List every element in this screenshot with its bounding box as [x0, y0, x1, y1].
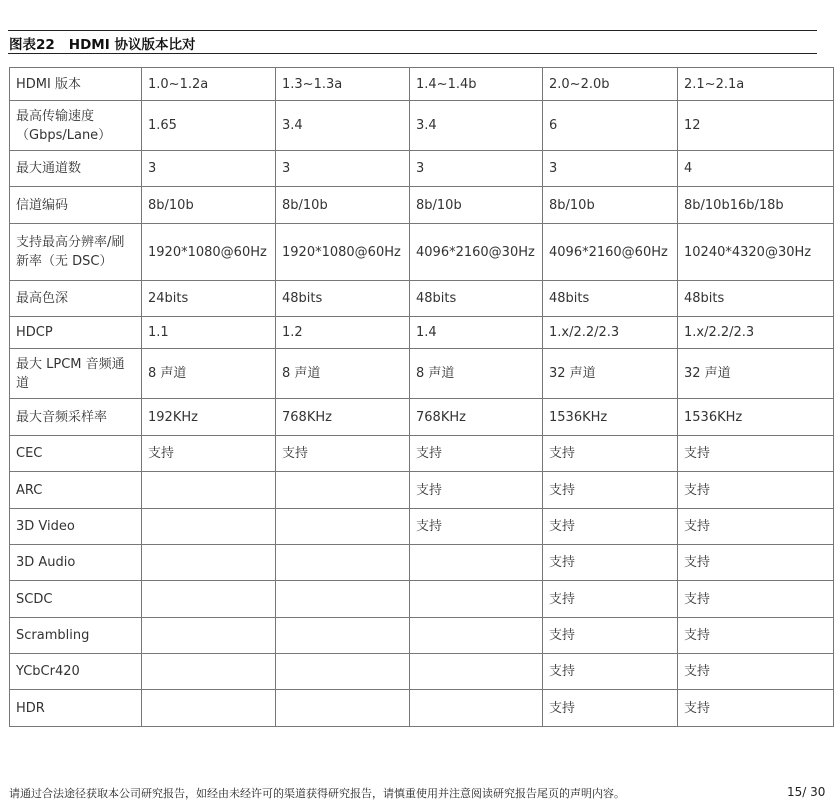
- table-cell: 支持: [142, 436, 276, 472]
- table-cell: 1.x/2.2/2.3: [543, 317, 678, 349]
- table-cell: [276, 581, 410, 618]
- table-cell: [410, 581, 543, 618]
- table-cell: [410, 690, 543, 727]
- table-cell: 192KHz: [142, 399, 276, 436]
- table-cell: 支持: [410, 436, 543, 472]
- table-row: [10, 151, 834, 187]
- table-row: [10, 317, 834, 349]
- row-label-cell: HDCP: [10, 317, 142, 349]
- footer-disclaimer: 请通过合法途径获取本公司研究报告，如经由未经许可的渠道获得研究报告，请慎重使用并注意阅读研究报告尾页的声明内容。: [9, 787, 625, 800]
- table-row: [10, 618, 834, 654]
- row-label-cell: 3D Audio: [10, 545, 142, 581]
- table-cell: 3.4: [276, 101, 410, 151]
- table-cell: 1.4~1.4b: [410, 68, 543, 101]
- table-cell: 4: [678, 151, 834, 187]
- table-row: [10, 581, 834, 618]
- figure-caption: [9, 33, 195, 53]
- table-cell: [142, 690, 276, 727]
- header-rule: [8, 30, 817, 31]
- table-cell: 支持: [410, 509, 543, 545]
- table-cell: 支持: [543, 436, 678, 472]
- table-cell: 1536KHz: [678, 399, 834, 436]
- row-label-cell: 最大通道数: [10, 151, 142, 187]
- row-label-cell: 最大 LPCM 音频通道: [10, 349, 142, 399]
- table-cell: [276, 618, 410, 654]
- table-cell: 8b/10b: [142, 187, 276, 224]
- table-cell: 8b/10b: [410, 187, 543, 224]
- row-label-cell: 支持最高分辨率/刷新率（无 DSC）: [10, 224, 142, 281]
- table-cell: 768KHz: [410, 399, 543, 436]
- table-cell: [142, 581, 276, 618]
- table-container: [9, 67, 817, 727]
- table-cell: [276, 472, 410, 509]
- table-cell: 768KHz: [276, 399, 410, 436]
- hdmi-version-table: [9, 67, 834, 727]
- table-row: [10, 545, 834, 581]
- table-cell: 8b/10b: [276, 187, 410, 224]
- table-row: [10, 281, 834, 317]
- table-cell: 支持: [678, 690, 834, 727]
- table-cell: 1920*1080@60Hz: [142, 224, 276, 281]
- table-cell: 1.1: [142, 317, 276, 349]
- row-label-cell: HDMI 版本: [10, 68, 142, 101]
- table-row: [10, 101, 834, 151]
- table-cell: 3: [543, 151, 678, 187]
- table-cell: 2.1~2.1a: [678, 68, 834, 101]
- table-cell: [142, 545, 276, 581]
- table-cell: 2.0~2.0b: [543, 68, 678, 101]
- table-row: [10, 187, 834, 224]
- row-label-cell: 3D Video: [10, 509, 142, 545]
- page-number: 15/ 30: [787, 785, 826, 799]
- table-cell: 支持: [543, 581, 678, 618]
- row-label-cell: 信道编码: [10, 187, 142, 224]
- table-header-row: [10, 68, 834, 101]
- table-cell: 支持: [678, 654, 834, 690]
- table-cell: [410, 618, 543, 654]
- table-cell: 12: [678, 101, 834, 151]
- row-label-cell: YCbCr420: [10, 654, 142, 690]
- row-label-cell: ARC: [10, 472, 142, 509]
- figure-title: HDMI 协议版本比对: [68, 37, 196, 53]
- table-cell: 1.65: [142, 101, 276, 151]
- table-row: [10, 654, 834, 690]
- table-cell: 8b/10b: [543, 187, 678, 224]
- table-cell: [142, 654, 276, 690]
- row-label-cell: HDR: [10, 690, 142, 727]
- table-cell: 支持: [678, 436, 834, 472]
- table-cell: 48bits: [276, 281, 410, 317]
- table-cell: 支持: [543, 618, 678, 654]
- table-cell: [410, 654, 543, 690]
- table-cell: 8 声道: [410, 349, 543, 399]
- table-cell: 支持: [543, 654, 678, 690]
- table-cell: 支持: [276, 436, 410, 472]
- table-cell: [276, 690, 410, 727]
- table-cell: 1.x/2.2/2.3: [678, 317, 834, 349]
- table-row: [10, 224, 834, 281]
- table-cell: 48bits: [410, 281, 543, 317]
- table-cell: 48bits: [678, 281, 834, 317]
- row-label-cell: 最大音频采样率: [10, 399, 142, 436]
- table-cell: 支持: [678, 509, 834, 545]
- table-cell: [142, 618, 276, 654]
- table-cell: 支持: [410, 472, 543, 509]
- row-label-cell: 最高传输速度（Gbps/Lane）: [10, 101, 142, 151]
- table-cell: 支持: [543, 472, 678, 509]
- table-cell: 支持: [678, 581, 834, 618]
- table-cell: [142, 509, 276, 545]
- table-cell: 1920*1080@60Hz: [276, 224, 410, 281]
- table-cell: 10240*4320@30Hz: [678, 224, 834, 281]
- table-cell: 1536KHz: [543, 399, 678, 436]
- table-cell: 1.0~1.2a: [142, 68, 276, 101]
- table-cell: 支持: [678, 545, 834, 581]
- table-cell: 4096*2160@30Hz: [410, 224, 543, 281]
- table-cell: 3: [276, 151, 410, 187]
- table-cell: 支持: [543, 690, 678, 727]
- row-label-cell: Scrambling: [10, 618, 142, 654]
- table-row: [10, 509, 834, 545]
- row-label-cell: CEC: [10, 436, 142, 472]
- table-cell: 32 声道: [678, 349, 834, 399]
- table-cell: [410, 545, 543, 581]
- table-cell: [276, 509, 410, 545]
- table-cell: 3: [142, 151, 276, 187]
- table-cell: 6: [543, 101, 678, 151]
- page-footer: [9, 785, 826, 800]
- table-cell: 3.4: [410, 101, 543, 151]
- table-cell: 4096*2160@60Hz: [543, 224, 678, 281]
- row-label-cell: 最高色深: [10, 281, 142, 317]
- caption-rule: [8, 53, 817, 54]
- table-cell: 8b/10b16b/18b: [678, 187, 834, 224]
- table-row: [10, 472, 834, 509]
- table-cell: [142, 472, 276, 509]
- table-cell: 支持: [543, 545, 678, 581]
- table-cell: [276, 545, 410, 581]
- table-row: [10, 436, 834, 472]
- table-cell: 1.4: [410, 317, 543, 349]
- figure-number: 图表22: [9, 37, 55, 53]
- table-row: [10, 399, 834, 436]
- table-cell: 支持: [543, 509, 678, 545]
- table-row: [10, 349, 834, 399]
- table-cell: 1.2: [276, 317, 410, 349]
- table-cell: 1.3~1.3a: [276, 68, 410, 101]
- table-cell: 3: [410, 151, 543, 187]
- table-cell: 8 声道: [276, 349, 410, 399]
- table-cell: 支持: [678, 618, 834, 654]
- table-cell: [276, 654, 410, 690]
- row-label-cell: SCDC: [10, 581, 142, 618]
- table-cell: 8 声道: [142, 349, 276, 399]
- table-row: [10, 690, 834, 727]
- table-cell: 48bits: [543, 281, 678, 317]
- table-cell: 24bits: [142, 281, 276, 317]
- table-cell: 支持: [678, 472, 834, 509]
- table-cell: 32 声道: [543, 349, 678, 399]
